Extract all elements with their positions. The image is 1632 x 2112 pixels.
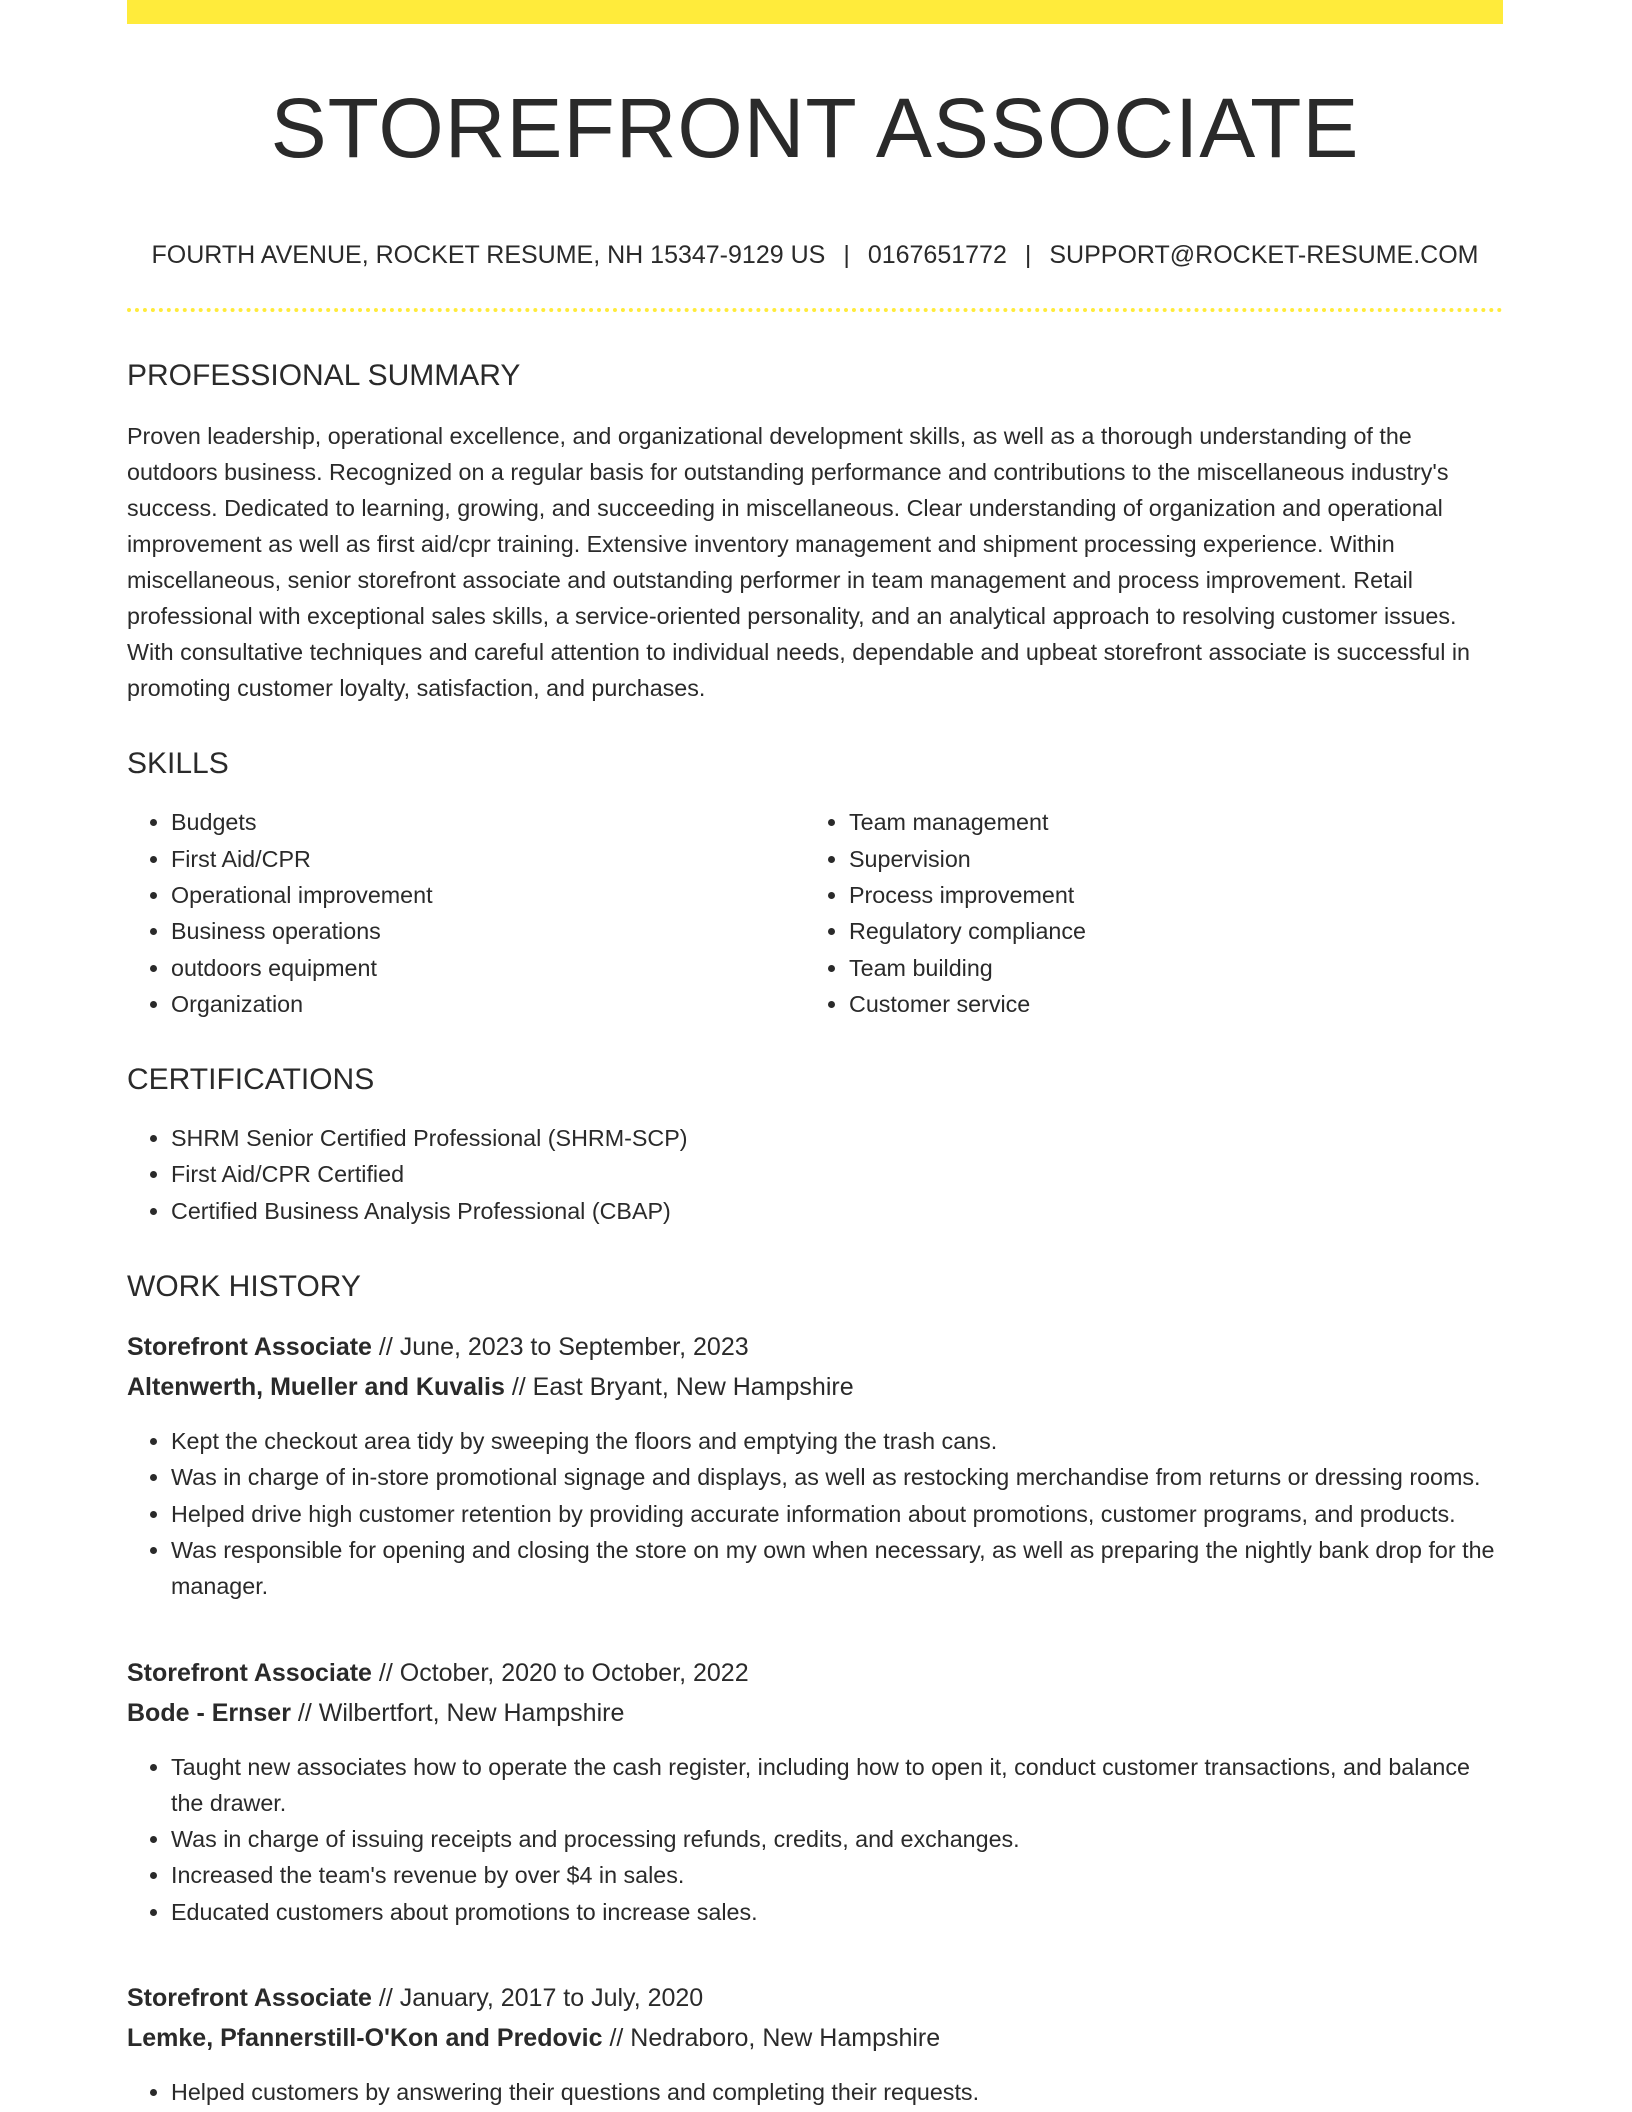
job-bullet: • Was in charge of issuing receipts and processing refunds, credits, and exchanges.: [171, 1821, 1503, 1857]
job-bullet: • Increased the team's revenue by over $4 in sales.: [171, 1857, 1503, 1893]
contact-phone: 0167651772: [867, 241, 1007, 270]
skill-item: • Budgets: [171, 804, 805, 840]
skill-item: • outdoors equipment: [171, 950, 805, 986]
job-title-line: [127, 1327, 1503, 1367]
job-location: // East Bryant, New Hampshire: [511, 1373, 854, 1402]
contact-email: SUPPORT@ROCKET-RESUME.COM: [1049, 241, 1479, 270]
job-title: Storefront Associate: [127, 1984, 372, 2013]
contact-separator: |: [843, 241, 850, 270]
skill-item: • First Aid/CPR: [171, 841, 805, 877]
job-entry: [127, 1978, 1503, 2110]
skills-column-left: [127, 804, 805, 1022]
job-dates: // June, 2023 to September, 2023: [378, 1333, 749, 1362]
job-bullet: • Helped drive high customer retention by providing accurate information about promotions, customer programs, and products.: [171, 1496, 1503, 1532]
job-company: Lemke, Pfannerstill-O'Kon and Predovic: [127, 2024, 603, 2053]
skill-item: • Customer service: [849, 986, 1503, 1022]
contact-line: [127, 240, 1503, 270]
job-dates: // January, 2017 to July, 2020: [378, 1984, 704, 2013]
header-divider: [127, 308, 1503, 312]
job-company-line: [127, 1367, 1503, 1407]
certification-item: • Certified Business Analysis Professional (CBAP): [171, 1193, 1503, 1229]
certification-item: • SHRM Senior Certified Professional (SHRM-SCP): [171, 1120, 1503, 1156]
accent-bar: [127, 0, 1503, 24]
job-dates: // October, 2020 to October, 2022: [378, 1658, 749, 1687]
job-location: // Nedraboro, New Hampshire: [609, 2024, 941, 2053]
skill-item: • Team management: [849, 804, 1503, 840]
job-title-line: [127, 1978, 1503, 2018]
job-bullets: [127, 1423, 1503, 1604]
job-bullet: • Was responsible for opening and closing the store on my own when necessary, as well as preparing the nightly bank drop for the manager.: [171, 1532, 1503, 1605]
job-bullets: [127, 1749, 1503, 1930]
job-bullet: • Helped customers by answering their questions and completing their requests.: [171, 2074, 1503, 2110]
certifications-list: [127, 1120, 1503, 1229]
skill-item: • Business operations: [171, 913, 805, 949]
contact-separator: |: [1024, 241, 1032, 270]
contact-address: FOURTH AVENUE, ROCKET RESUME, NH 15347-9129 US: [151, 241, 826, 270]
candidate-name: STOREFRONT ASSOCIATE: [270, 81, 1360, 175]
job-entry: [127, 1653, 1503, 1930]
skills-column-right: [805, 804, 1503, 1022]
job-title-line: [127, 1653, 1503, 1693]
summary-text: Proven leadership, operational excellence, and organizational development skills, as well as a thorough understanding of the outdoors business. Recognized on a regular basis for outstanding performance and contributions to the miscellaneous industry's success. Dedicated to learning, growing, and succeeding in miscellaneous. Clear understanding of organization and operational improvement as well as first aid/cpr training. Extensive inventory management and shipment processing experience. Within miscellaneous, senior storefront associate and outstanding performer in team management and process improvement. Retail professional with exceptional sales skills, a service-oriented personality, and an analytical approach to resolving customer issues. With consultative techniques and careful attention to individual needs, dependable and upbeat storefront associate is successful in promoting customer loyalty, satisfaction, and purchases.: [127, 423, 1471, 702]
job-title: Storefront Associate: [127, 1658, 372, 1687]
skill-item: • Organization: [171, 986, 805, 1022]
job-company: Altenwerth, Mueller and Kuvalis: [127, 1373, 505, 1402]
job-bullet: • Taught new associates how to operate the cash register, including how to open it, conduct customer transactions, and balance the drawer.: [171, 1749, 1503, 1822]
job-company-line: [127, 2018, 1503, 2058]
skill-item: • Supervision: [849, 841, 1503, 877]
skill-item: • Team building: [849, 950, 1503, 986]
job-company-line: [127, 1693, 1503, 1733]
skills-list: [127, 804, 1503, 1022]
certifications-heading: CERTIFICATIONS: [127, 1063, 375, 1097]
certification-item: • First Aid/CPR Certified: [171, 1156, 1503, 1192]
summary-heading: PROFESSIONAL SUMMARY: [127, 359, 521, 393]
skill-item: • Process improvement: [849, 877, 1503, 913]
resume-page: [127, 0, 1503, 2110]
job-bullet: • Kept the checkout area tidy by sweeping the floors and emptying the trash cans.: [171, 1423, 1503, 1459]
job-bullet: • Educated customers about promotions to increase sales.: [171, 1894, 1503, 1930]
job-title: Storefront Associate: [127, 1333, 372, 1362]
skills-heading: SKILLS: [127, 747, 229, 781]
job-location: // Wilbertfort, New Hampshire: [297, 1698, 625, 1727]
job-entry: [127, 1327, 1503, 1604]
work-history-heading: WORK HISTORY: [127, 1270, 361, 1304]
job-bullets: [127, 2074, 1503, 2110]
skill-item: • Operational improvement: [171, 877, 805, 913]
skill-item: • Regulatory compliance: [849, 913, 1503, 949]
job-bullet: • Was in charge of in-store promotional signage and displays, as well as restocking merchandise from returns or dressing rooms.: [171, 1459, 1503, 1495]
job-company: Bode - Ernser: [127, 1698, 291, 1727]
